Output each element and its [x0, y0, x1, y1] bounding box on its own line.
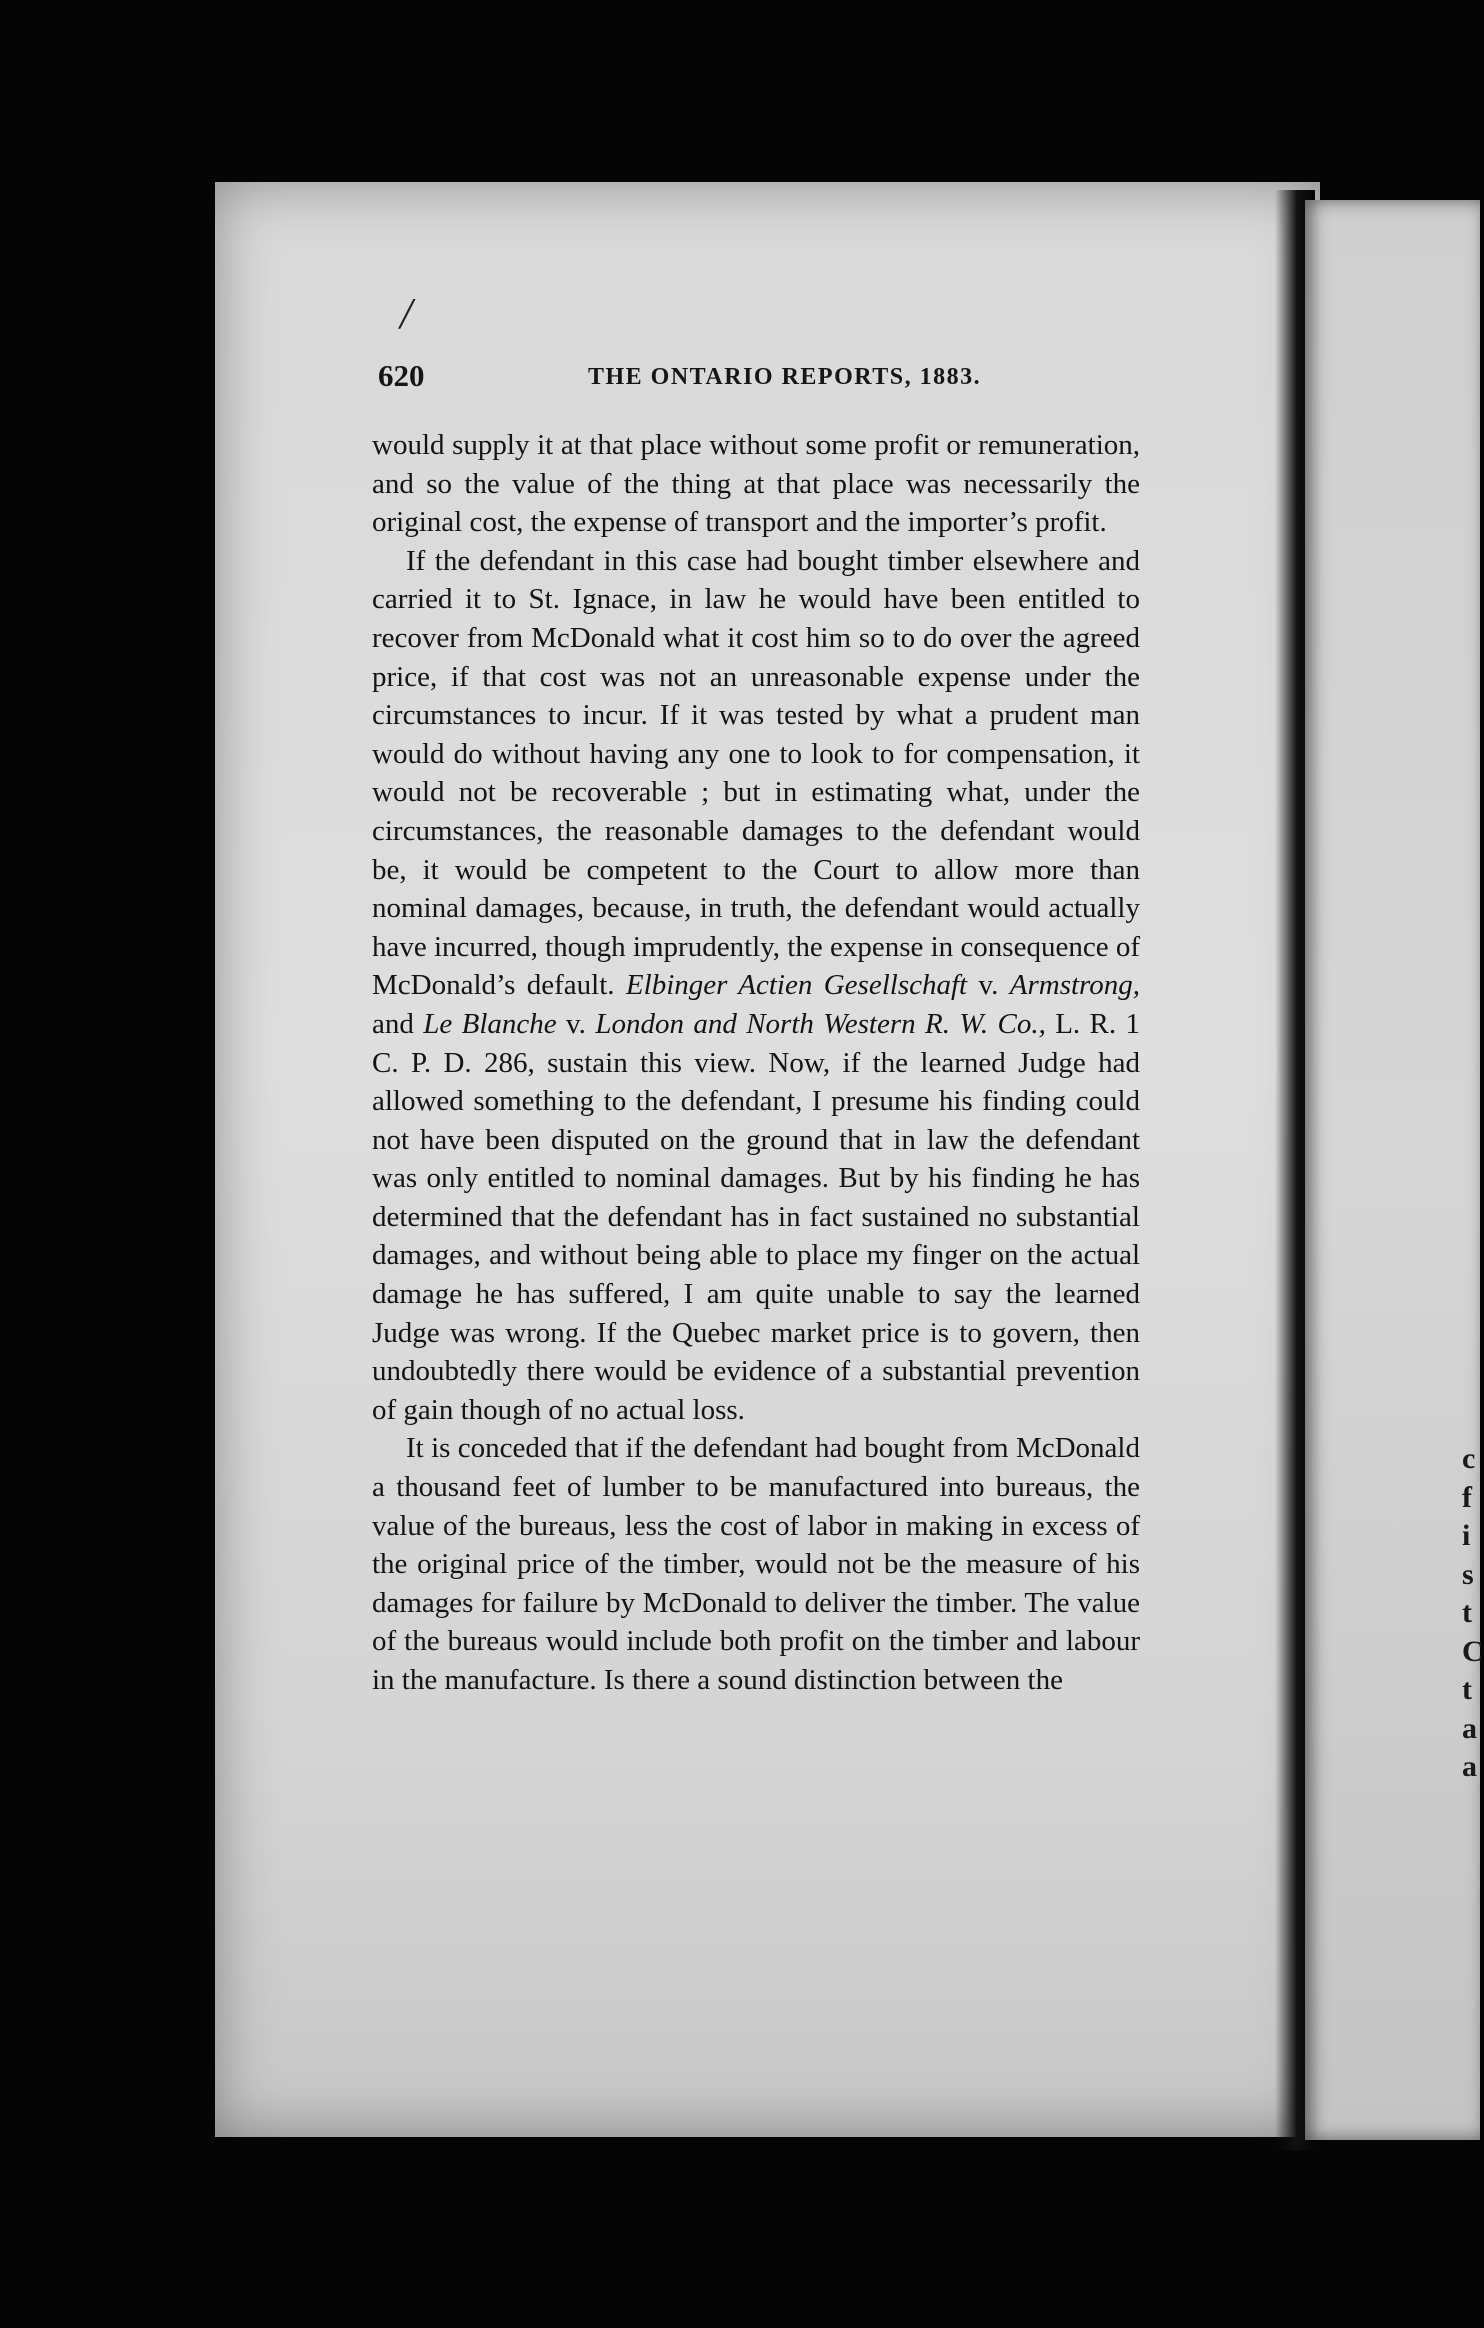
case-name-2: Le Blanche: [423, 1007, 557, 1040]
fragment: a: [1462, 1711, 1477, 1745]
fragment: f: [1462, 1480, 1472, 1514]
adjacent-page: [1305, 200, 1484, 2140]
fragment: i: [1462, 1519, 1471, 1552]
fragment: t: [1462, 1596, 1472, 1629]
paragraph-2-continuation: Now, if the learned Judge had allowed something to the defendant, I presume his finding could not have been disputed on the ground that in law the defendant was only entitled to nominal damages. But by his finding he has determined that the defendant has in fact sustained no substantial damages, and without being able to place my finger on the actual damage he has suffered, I am quite unable to say the learned Judge was wrong. If the Quebec market price is to govern, then undoubtedly there would be evidence of a substantial prevention of gain though of no actual loss.: [372, 1046, 1140, 1426]
paragraph-2-text: If the defendant in this case had bought timber elsewhere and carried it to St. Ignace, in law he would have been entitled to recover from McDonald what it cost him so to do over the agreed price, if that cost was not an unreasonable expense under the circumstances to incur. If it was tested by what a prudent man would do without having any one to look to for compensation, it would not be recoverable ; but in estimating what, under the circumstances, the reasonable damages to the defendant would be, it would be competent to the Court to allow more than nominal damages, because, in truth, the defendant would actually have incurred, though imprudently, the expense in consequence of McDonald’s default.: [372, 544, 1140, 1002]
case-name-1-party-2: Armstrong,: [1009, 969, 1140, 1002]
page-number: 620: [378, 358, 425, 393]
fragment: s: [1462, 1557, 1474, 1591]
adjacent-page-fragments: [1462, 1440, 1484, 1787]
margin-mark: /: [400, 289, 413, 338]
paragraph-2: [372, 542, 1140, 1430]
fragment: t: [1462, 1673, 1472, 1706]
page-body: [372, 426, 1140, 1700]
citation: L. R. 1 C. P. D. 286, sustain this view.: [372, 1007, 1141, 1079]
fragment: a: [1462, 1750, 1477, 1783]
versus-1: v.: [967, 969, 1010, 1002]
fragment: C: [1462, 1634, 1484, 1668]
case-name-1: Elbinger Actien Gesellschaft: [625, 969, 968, 1002]
versus-2: v.: [556, 1007, 596, 1040]
fragment: c: [1462, 1442, 1476, 1475]
conjunction: and: [372, 1007, 424, 1040]
paragraph-3: It is conceded that if the defendant had bought from McDonald a thousand feet of lumber to be manufactured into bureaus, the value of the bureaus, less the cost of labor in making in excess of the original price of the timber, would not be the measure of his damages for failure by McDonald to deliver the timber. The value of the bureaus would include both profit on the timber and labour in the manufacture. Is there a sound distinction between the: [372, 1432, 1140, 1696]
running-head: THE ONTARIO REPORTS, 1883.: [588, 364, 982, 390]
case-name-2-party-2: London and North Western R. W. Co.,: [595, 1007, 1046, 1040]
paragraph-1: would supply it at that place without some profit or remuneration, and so the value of the thing at that place was necessarily the original cost, the expense of transport and the importer’s profit.: [372, 429, 1140, 539]
